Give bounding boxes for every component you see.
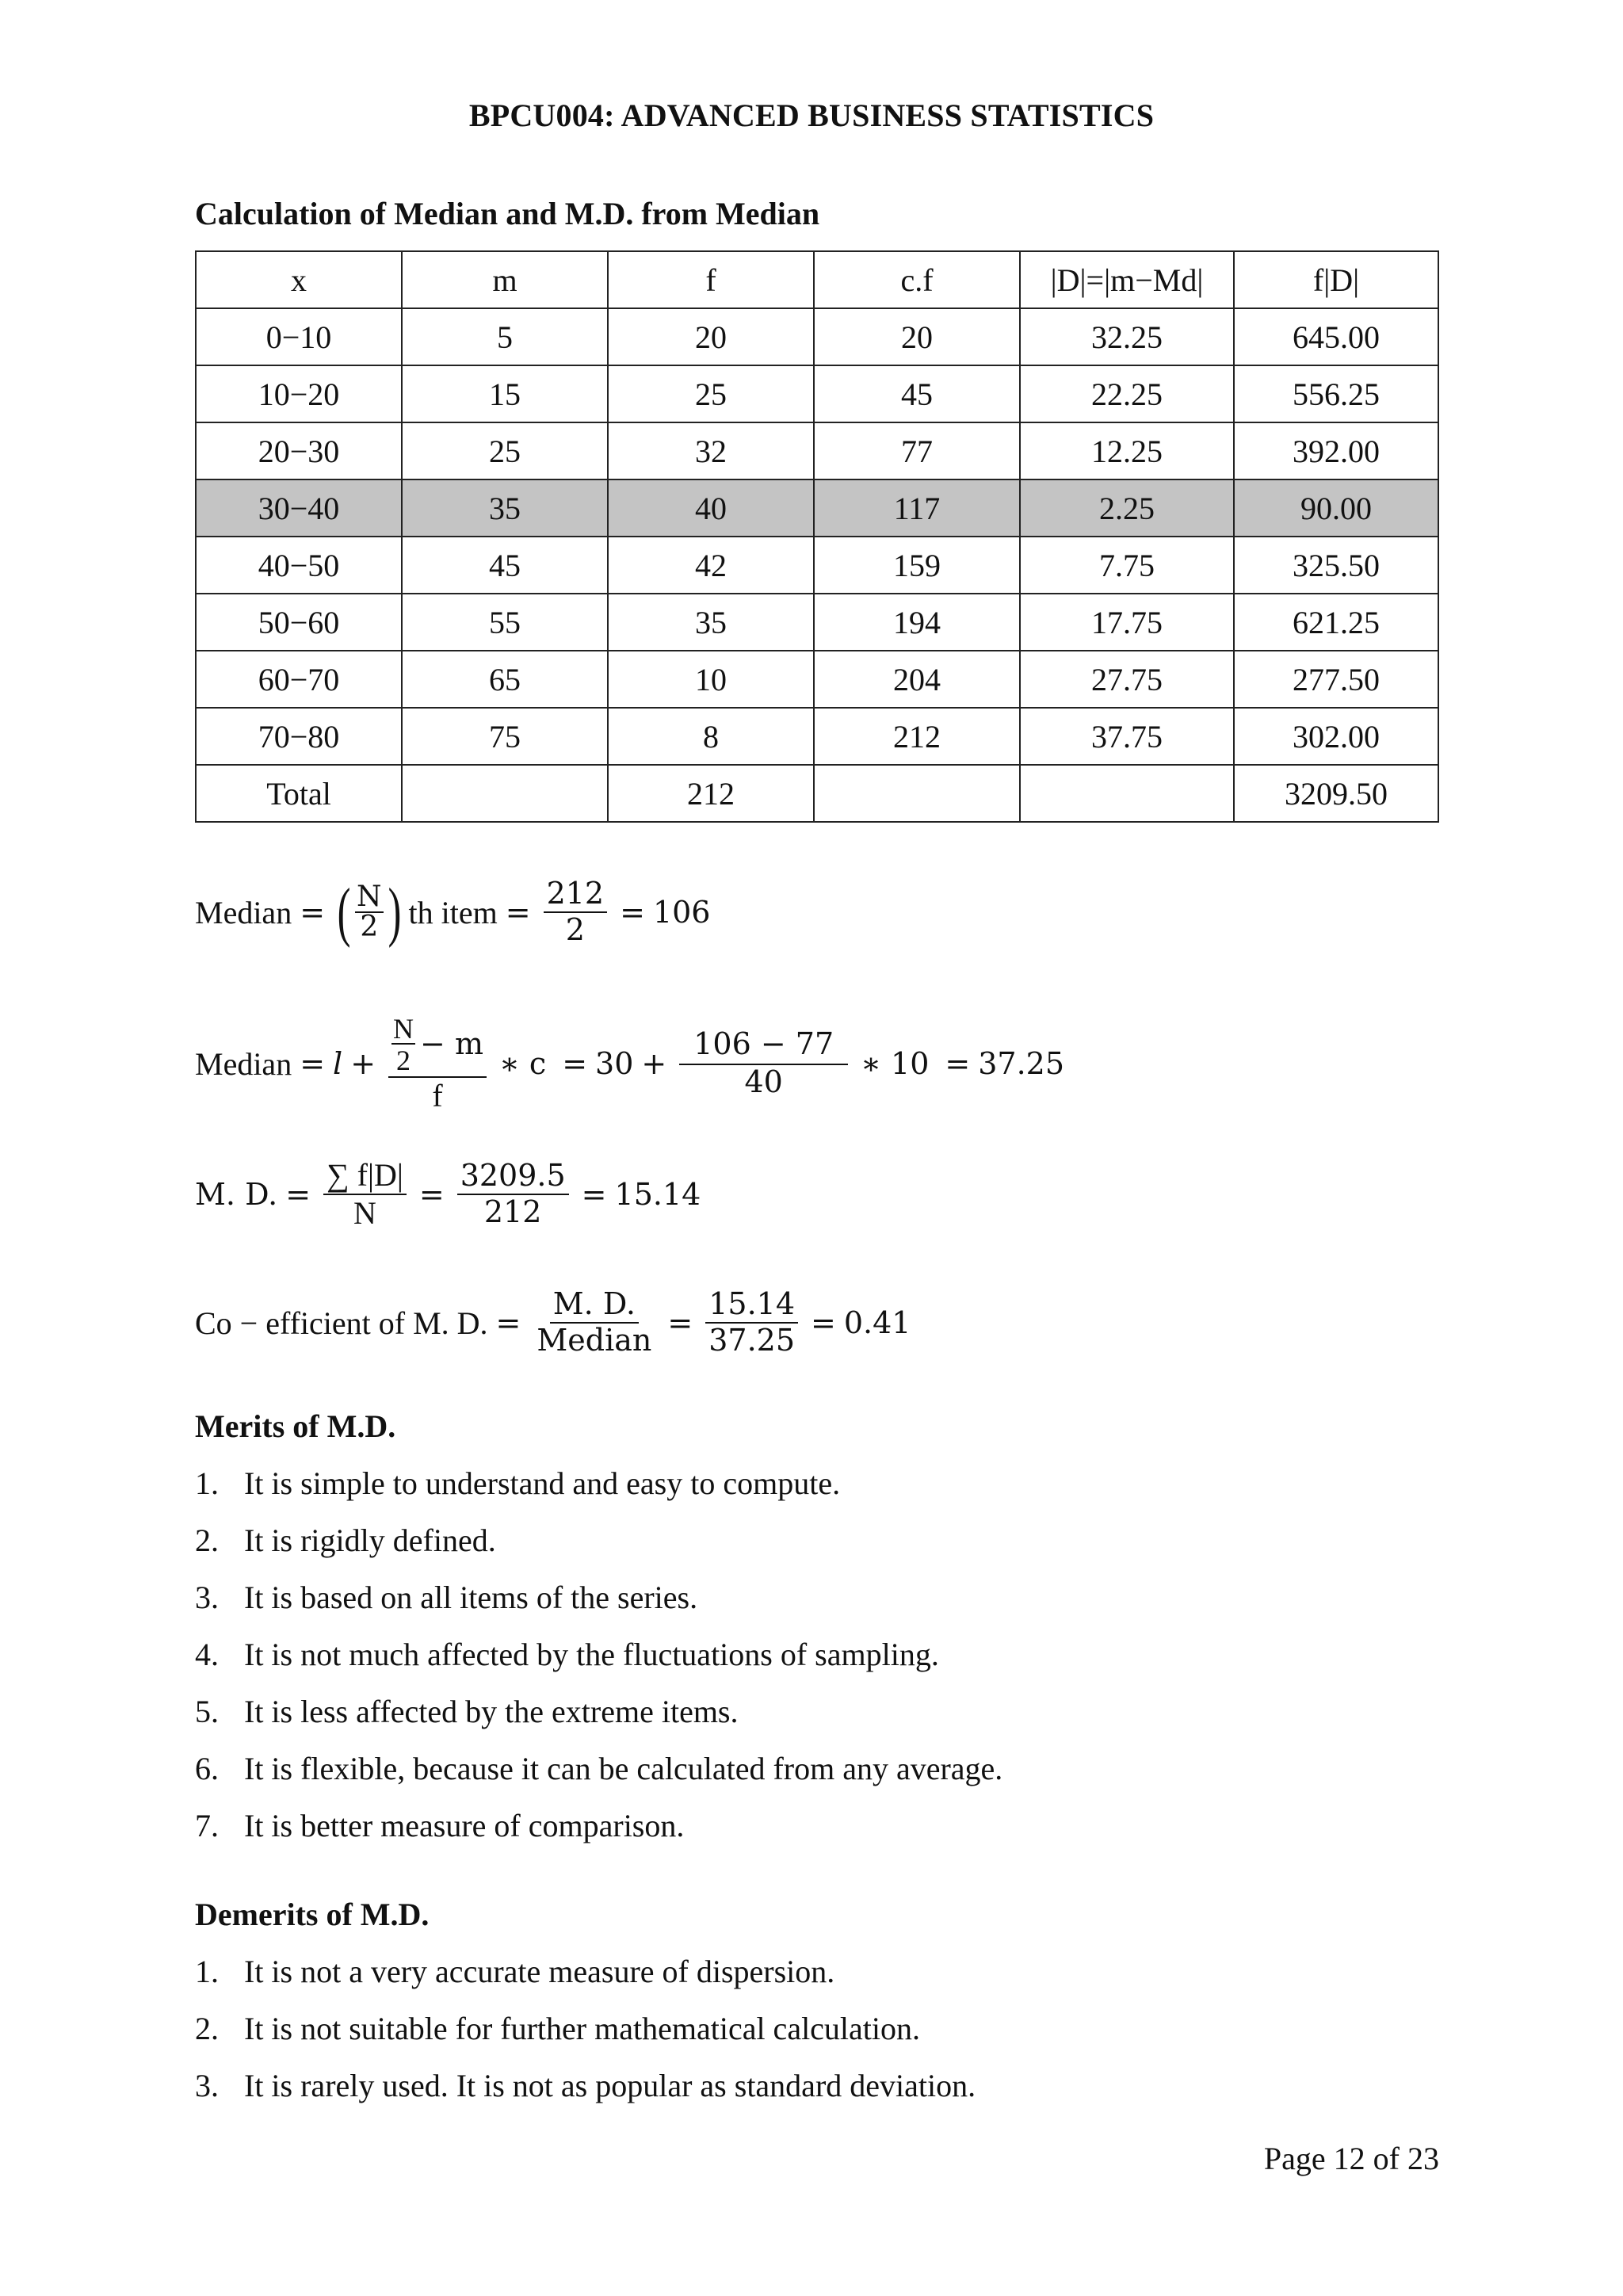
- table-cell: 194: [814, 594, 1020, 651]
- list-text: It is better measure of comparison.: [244, 1808, 685, 1843]
- demerits-title: Demerits of M.D.: [195, 1897, 430, 1932]
- table-cell: 25: [402, 422, 608, 479]
- list-item: [195, 2000, 976, 2057]
- list-text: It is rarely used. It is not as popular as standard deviation.: [244, 2068, 976, 2103]
- demerits-list: [195, 1943, 976, 2115]
- table-cell: 40−50: [196, 537, 402, 594]
- table-cell: 42: [608, 537, 814, 594]
- table-cell: 35: [608, 594, 814, 651]
- table-cell: 392.00: [1234, 422, 1438, 479]
- list-item: [195, 2057, 976, 2115]
- list-item: [195, 1455, 1002, 1512]
- table-row: [196, 479, 1438, 537]
- table-row: [196, 651, 1438, 708]
- table-cell: 117: [814, 479, 1020, 537]
- col-header: m: [402, 251, 608, 308]
- table-cell: 3209.50: [1234, 765, 1438, 822]
- table-cell: 8: [608, 708, 814, 765]
- table-cell: 37.75: [1020, 708, 1234, 765]
- list-number: 6.: [195, 1751, 219, 1786]
- table-cell: 20−30: [196, 422, 402, 479]
- table-cell: 35: [402, 479, 608, 537]
- table-cell: 60−70: [196, 651, 402, 708]
- table-cell: 27.75: [1020, 651, 1234, 708]
- col-header: x: [196, 251, 402, 308]
- table-cell: 10−20: [196, 365, 402, 422]
- table-cell: 302.00: [1234, 708, 1438, 765]
- table-cell: 10: [608, 651, 814, 708]
- table-cell: 17.75: [1020, 594, 1234, 651]
- table-cell: [814, 765, 1020, 822]
- list-text: It is not a very accurate measure of dispersion.: [244, 1954, 835, 1989]
- list-item: [195, 1740, 1002, 1797]
- list-text: It is not suitable for further mathematical calculation.: [244, 2011, 921, 2046]
- formula-mean-deviation: M. D. = $\frac{\sum f|D|}{N}$ = $\frac{3209.5}{212}$ = 15.14: [195, 1157, 701, 1231]
- table-cell: 65: [402, 651, 608, 708]
- table-cell: 25: [608, 365, 814, 422]
- table-cell: 32.25: [1020, 308, 1234, 365]
- list-text: It is flexible, because it can be calculated from any average.: [244, 1751, 1003, 1786]
- list-item: [195, 1797, 1002, 1855]
- col-header: f: [608, 251, 814, 308]
- table-cell: 2.25: [1020, 479, 1234, 537]
- section-title: Calculation of Median and M.D. from Median: [195, 196, 820, 231]
- table-cell: [1020, 765, 1234, 822]
- page-number: Page 12 of 23: [1263, 2141, 1439, 2176]
- formula-coefficient-md: Co − efficient of M. D. = $\frac{M. D.}{\text{Median}}$ = $\frac{15.14}{37.25}$ = 0.41: [195, 1286, 911, 1358]
- col-header: f|D|: [1234, 251, 1438, 308]
- list-item: [195, 1569, 1002, 1626]
- table-cell: 32: [608, 422, 814, 479]
- table-cell: 77: [814, 422, 1020, 479]
- table-cell: 75: [402, 708, 608, 765]
- table-cell: 20: [814, 308, 1020, 365]
- list-number: 2.: [195, 2011, 219, 2046]
- table-row: [196, 422, 1438, 479]
- table-cell: 212: [608, 765, 814, 822]
- list-text: It is less affected by the extreme items.: [244, 1694, 739, 1729]
- table-cell: 7.75: [1020, 537, 1234, 594]
- list-number: 1.: [195, 1954, 219, 1989]
- table-cell: 0−10: [196, 308, 402, 365]
- table-header-row: [196, 251, 1438, 308]
- table-cell: [402, 765, 608, 822]
- table-row: [196, 308, 1438, 365]
- table-row: [196, 537, 1438, 594]
- col-header: |D|=|m−Md|: [1020, 251, 1234, 308]
- list-number: 5.: [195, 1694, 219, 1729]
- table-cell: 20: [608, 308, 814, 365]
- list-text: It is rigidly defined.: [244, 1522, 496, 1558]
- list-item: [195, 1626, 1002, 1683]
- table-cell: 621.25: [1234, 594, 1438, 651]
- table-cell: 12.25: [1020, 422, 1234, 479]
- page-header: BPCU004: ADVANCED BUSINESS STATISTICS: [468, 97, 1155, 133]
- list-number: 3.: [195, 2068, 219, 2103]
- list-number: 7.: [195, 1808, 219, 1843]
- list-item: [195, 1683, 1002, 1740]
- median-md-table: [195, 250, 1439, 823]
- table-cell: 212: [814, 708, 1020, 765]
- list-number: 3.: [195, 1580, 219, 1615]
- table-cell: 5: [402, 308, 608, 365]
- list-text: It is based on all items of the series.: [244, 1580, 698, 1615]
- list-number: 2.: [195, 1522, 219, 1558]
- table-row: [196, 708, 1438, 765]
- table-row: [196, 765, 1438, 822]
- list-number: 1.: [195, 1465, 219, 1501]
- table-cell: Total: [196, 765, 402, 822]
- table-row: [196, 594, 1438, 651]
- table-cell: 325.50: [1234, 537, 1438, 594]
- list-item: [195, 1943, 976, 2000]
- table-cell: 30−40: [196, 479, 402, 537]
- merits-title: Merits of M.D.: [195, 1408, 396, 1444]
- table-cell: 277.50: [1234, 651, 1438, 708]
- table-cell: 22.25: [1020, 365, 1234, 422]
- table-cell: 45: [402, 537, 608, 594]
- table-cell: 556.25: [1234, 365, 1438, 422]
- table-cell: 159: [814, 537, 1020, 594]
- table-row: [196, 365, 1438, 422]
- table-cell: 15: [402, 365, 608, 422]
- table-cell: 204: [814, 651, 1020, 708]
- formula-median-position: Median = ( $\frac{N}{2}$ ) th item = $\frac{212}{2}$ = 106: [195, 875, 711, 949]
- list-number: 4.: [195, 1637, 219, 1672]
- table-cell: 90.00: [1234, 479, 1438, 537]
- merits-list: [195, 1455, 1002, 1855]
- table-cell: 50−60: [196, 594, 402, 651]
- list-text: It is simple to understand and easy to compute.: [244, 1465, 841, 1501]
- list-item: [195, 1512, 1002, 1569]
- formula-median-interpolation: Median = l + $\frac{N}{2}$ − m f ∗ c = 30 + $\frac{106 - 77}{40}$ ∗ 10 = 37.25: [195, 1013, 1065, 1114]
- table-cell: 70−80: [196, 708, 402, 765]
- col-header: c.f: [814, 251, 1020, 308]
- table-cell: 45: [814, 365, 1020, 422]
- table-cell: 55: [402, 594, 608, 651]
- table-cell: 645.00: [1234, 308, 1438, 365]
- list-text: It is not much affected by the fluctuations of sampling.: [244, 1637, 939, 1672]
- table-cell: 40: [608, 479, 814, 537]
